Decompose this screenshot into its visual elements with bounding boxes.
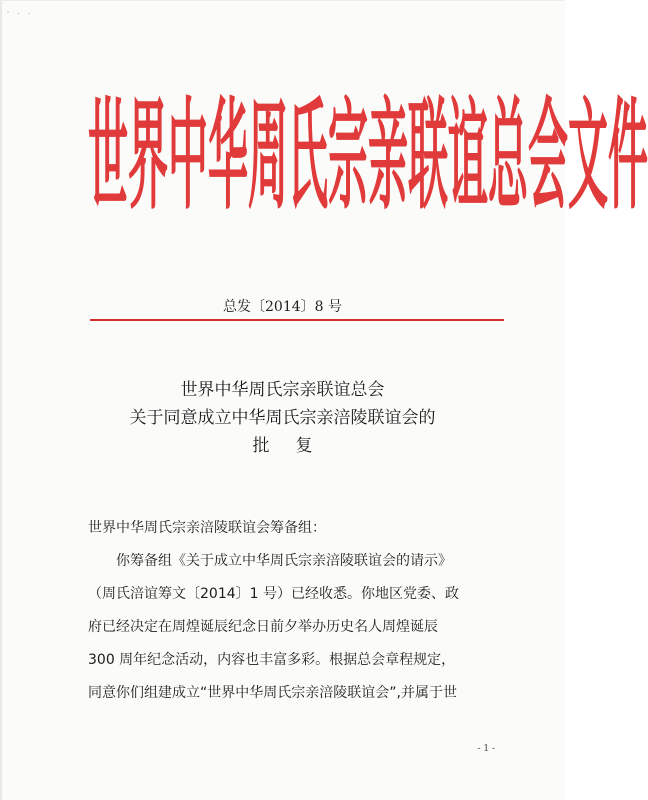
document-title	[0, 376, 565, 460]
title-line-2: 关于同意成立中华周氏宗亲涪陵联谊会的	[129, 408, 436, 428]
title-line-3: 批复	[252, 436, 339, 456]
page-number: - 1 -	[477, 744, 495, 754]
title-line-1: 世界中华周氏宗亲联谊总会	[180, 380, 385, 400]
body-line: 同意你们组建成立“世界中华周氏宗亲涪陵联谊会”,并属于世	[88, 685, 457, 701]
body-line: （周氏涪谊筹文〔2014〕1 号）已经收悉。你地区党委、政	[88, 586, 459, 602]
corner-mark: - . .	[6, 8, 33, 16]
masthead-title: 世界中华周氏宗亲联谊总会文件	[88, 89, 648, 227]
salutation: 世界中华周氏宗亲涪陵联谊会筹备组：	[88, 520, 326, 536]
document-number: 总发〔2014〕8 号	[223, 299, 342, 315]
body-line: 300 周年纪念活动，内容也丰富多彩。根据总会章程规定，	[88, 652, 456, 668]
body-line: 府已经决定在周煌诞辰纪念日前夕举办历史名人周煌诞辰	[88, 619, 438, 635]
body-text	[88, 512, 508, 710]
red-separator-rule	[90, 319, 504, 321]
body-line: 你筹备组《关于成立中华周氏宗亲涪陵联谊会的请示》	[116, 553, 452, 569]
